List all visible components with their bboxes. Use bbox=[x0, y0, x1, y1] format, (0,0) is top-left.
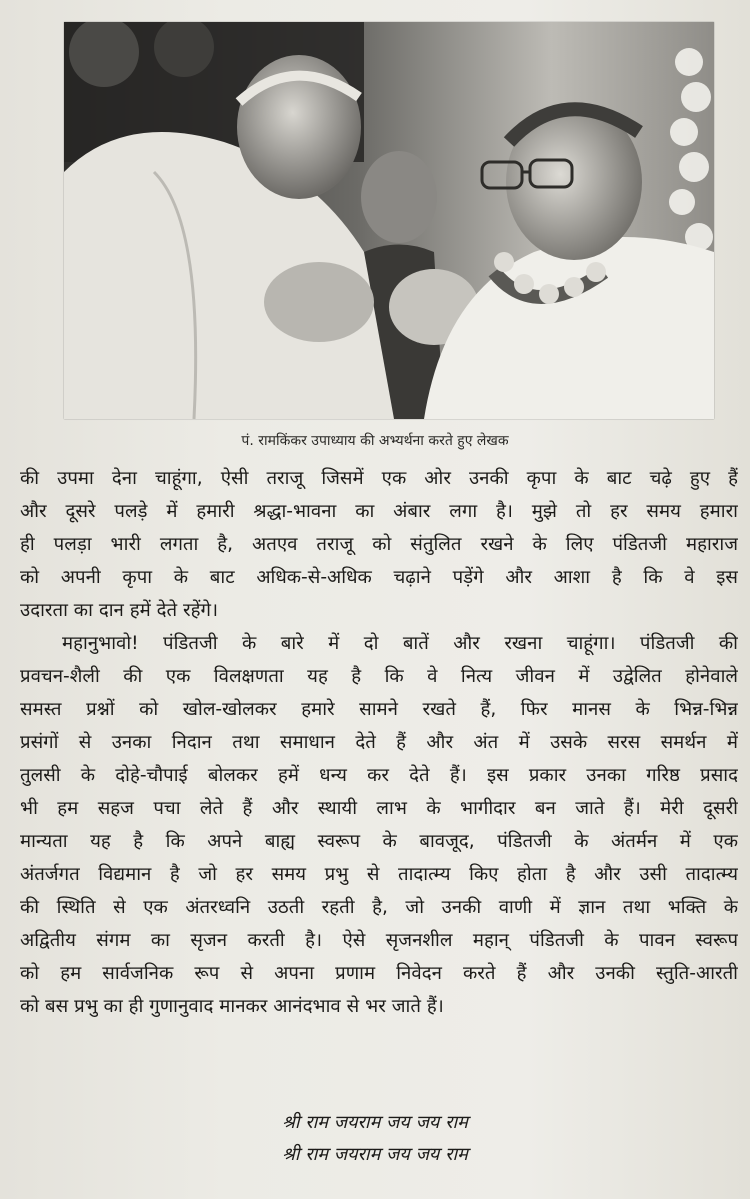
text-line: अंतर्जगत विद्यमान है जो हर समय प्रभु से तादात्म्य किए होता है और उसी तादात्म्य bbox=[20, 864, 738, 885]
text-line: मान्यता यह है कि अपने बाह्य स्वरूप के बावजूद, पंडितजी के अंतर्मन में एक bbox=[20, 831, 738, 852]
photograph bbox=[64, 22, 714, 419]
text-line: तुलसी के दोहे-चौपाई बोलकर हमें धन्य कर देते हैं। इस प्रकार उनका गरिष्ठ प्रसाद bbox=[20, 765, 738, 786]
closing-verse: श्री राम जयराम जय जय राम bbox=[282, 1144, 468, 1165]
text-line: प्रसंगों से उनका निदान तथा समाधान देते हैं और अंत में उसके सरस समर्थन में bbox=[20, 732, 738, 753]
text-line: प्रवचन-शैली की एक विलक्षणता यह है कि वे नित्य जीवन में उद्वेलित होनेवाले bbox=[20, 666, 738, 687]
text-line: ही पलड़ा भारी लगता है, अतएव तराजू को संतुलित रखने के लिए पंडितजी महाराज bbox=[20, 534, 738, 555]
text-line: की स्थिति से एक अंतरध्वनि उठती रहती है, जो उनकी वाणी में ज्ञान तथा भक्ति के bbox=[20, 897, 738, 918]
text-line: को अपनी कृपा के बाट अधिक-से-अधिक चढ़ाने पड़ेंगे और आशा है कि वे इस bbox=[20, 567, 738, 588]
text-line: और दूसरे पलड़े में हमारी श्रद्धा-भावना का अंबार लगा है। मुझे तो हर समय हमारा bbox=[20, 501, 738, 522]
photo-illustration bbox=[64, 22, 714, 419]
photo-caption: पं. रामकिंकर उपाध्याय की अभ्यर्थना करते हुए लेखक bbox=[241, 433, 509, 449]
text-line: भी हम सहज पचा लेते हैं और स्थायी लाभ के भागीदार बन जाते हैं। मेरी दूसरी bbox=[20, 798, 738, 819]
body-text bbox=[20, 462, 738, 1023]
text-line: की उपमा देना चाहूंगा, ऐसी तराजू जिसमें एक ओर उनकी कृपा के बाट चढ़े हुए हैं bbox=[20, 468, 738, 489]
text-line: अद्वितीय संगम का सृजन करती है। ऐसे सृजनशील महान् पंडितजी के पावन स्वरूप bbox=[20, 930, 738, 951]
text-line: को हम सार्वजनिक रूप से अपना प्रणाम निवेदन करते हैं और उनकी स्तुति-आरती bbox=[20, 963, 738, 984]
text-line: समस्त प्रश्नों को खोल-खोलकर हमारे सामने रखते हैं, फिर मानस के भिन्न-भिन्न bbox=[20, 699, 738, 720]
text-line: को बस प्रभु का ही गुणानुवाद मानकर आनंदभाव से भर जाते हैं। bbox=[20, 996, 444, 1017]
closing-verse: श्री राम जयराम जय जय राम bbox=[282, 1112, 468, 1133]
text-line: उदारता का दान हमें देते रहेंगे। bbox=[20, 600, 219, 621]
text-line: महानुभावो! पंडितजी के बारे में दो बातें और रखना चाहूंगा। पंडितजी की bbox=[62, 633, 738, 654]
